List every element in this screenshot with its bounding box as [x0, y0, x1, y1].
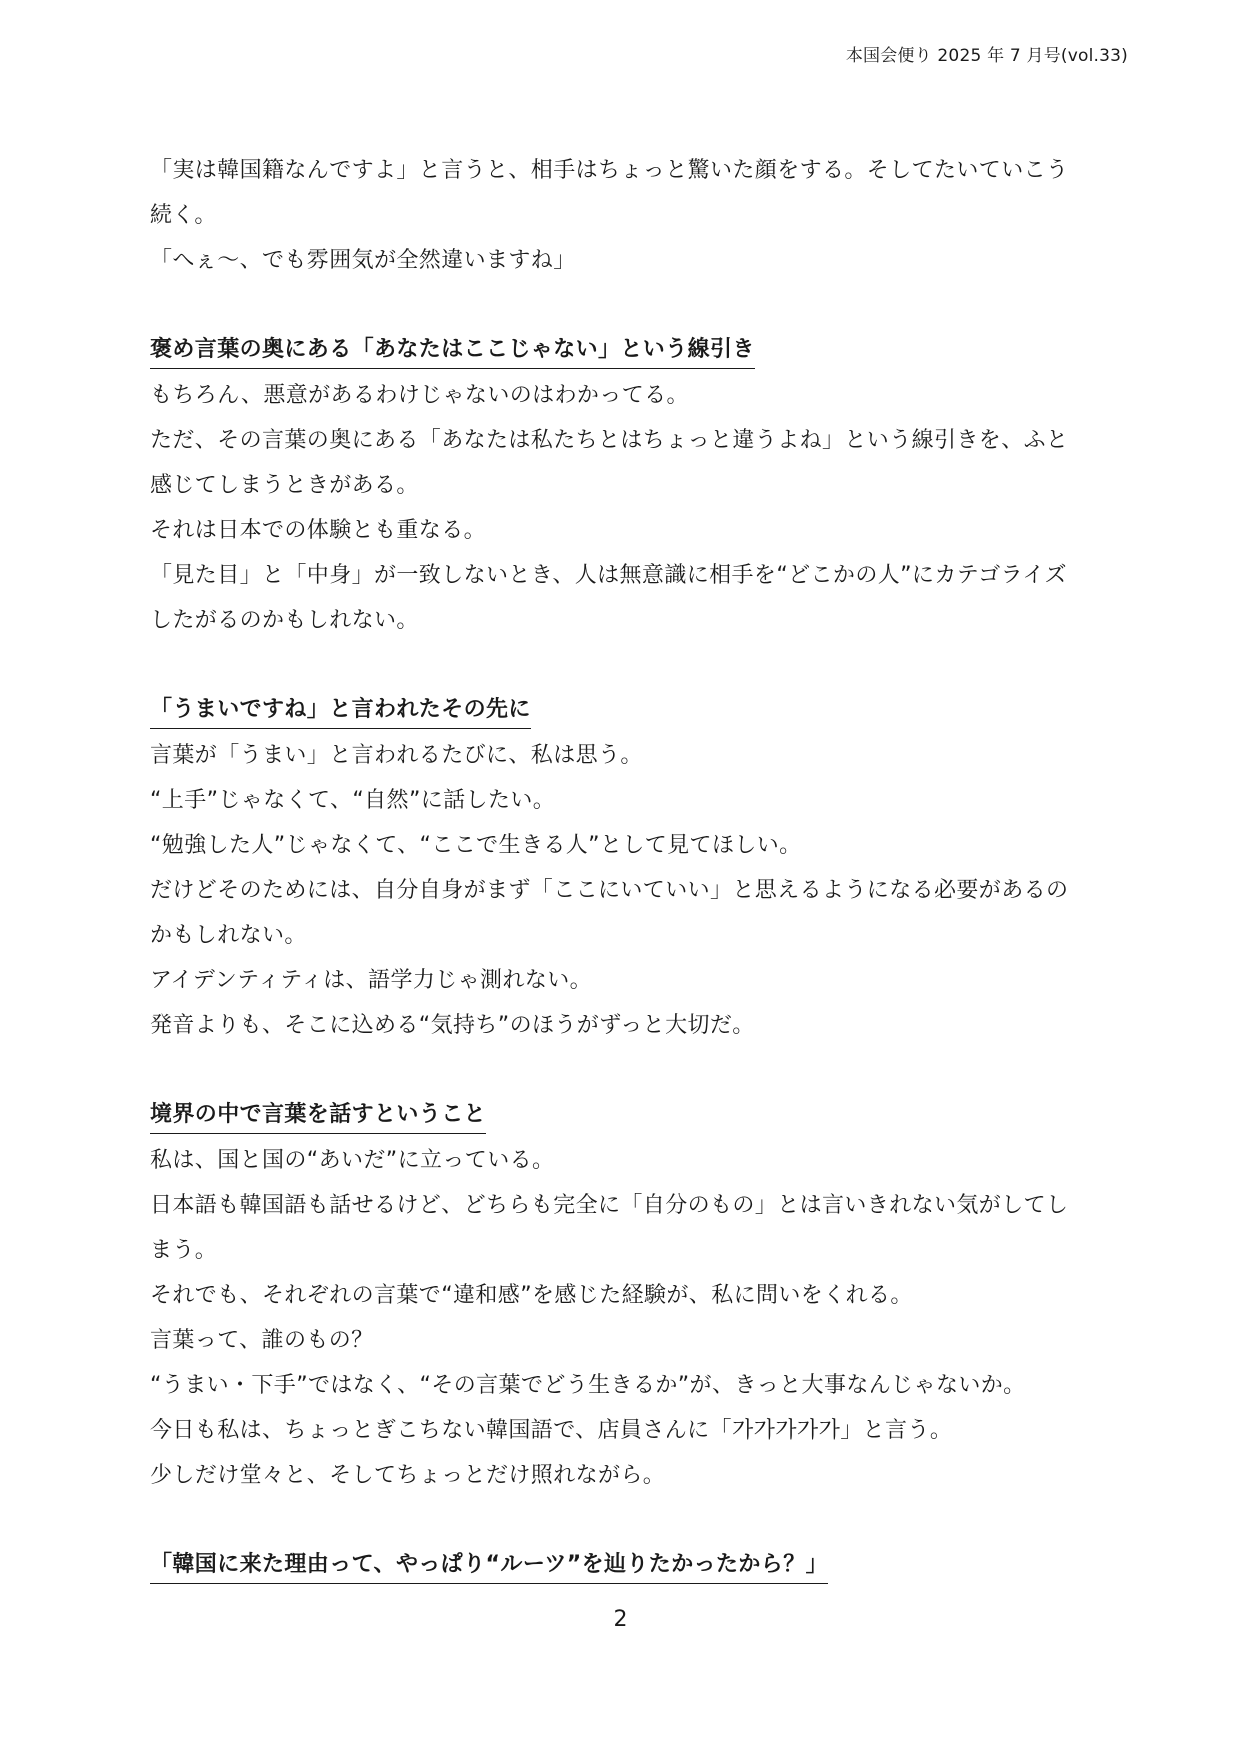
spacer — [150, 1048, 1090, 1093]
text-line: かもしれない。 — [150, 923, 307, 948]
final-section-heading: 「韓国に来た理由って、やっぱり“ルーツ”を辿りたかったから？」 — [150, 1550, 828, 1584]
section-heading: 境界の中で言葉を話すということ — [150, 1100, 486, 1134]
text-line: 「実は韓国籍なんですよ」と言うと、相手はちょっと驚いた顔をする。そしてたいていこう — [150, 158, 1069, 183]
text-line: だけどそのためには、自分自身がまず「ここにいていい」と思えるようになる必要があるの — [150, 878, 1069, 903]
section-1 — [150, 328, 1090, 643]
text-line: 発音よりも、そこに込める“気持ち”のほうがずっと大切だ。 — [150, 1013, 755, 1038]
text-line: ただ、その言葉の奥にある「あなたは私たちとはちょっと違うよね」という線引きを、ふと — [150, 428, 1069, 453]
text-line: 私は、国と国の“あいだ”に立っている。 — [150, 1148, 555, 1173]
text-line: したがるのかもしれない。 — [150, 608, 419, 633]
spacer — [150, 643, 1090, 688]
section-2 — [150, 688, 1090, 1048]
text-line: 言葉って、誰のもの？ — [150, 1328, 374, 1353]
text-line: 続く。 — [150, 203, 217, 228]
text-line: “上手”じゃなくて、“自然”に話したい。 — [150, 788, 556, 813]
text-line: 今日も私は、ちょっとぎこちない韓国語で、店員さんに「가가가가가」と言う。 — [150, 1418, 953, 1443]
page-number: 2 — [613, 1607, 628, 1632]
text-line: アイデンティティは、語学力じゃ測れない。 — [150, 968, 593, 993]
section-heading: 「うまいですね」と言われたその先に — [150, 695, 531, 729]
text-line: 少しだけ堂々と、そしてちょっとだけ照れながら。 — [150, 1463, 666, 1488]
text-line: まう。 — [150, 1238, 218, 1263]
spacer — [150, 1498, 1090, 1543]
text-line: “勉強した人”じゃなくて、“ここで生きる人”として見てほしい。 — [150, 833, 802, 858]
document-body — [150, 148, 1090, 1588]
section-heading: 褒め言葉の奥にある「あなたはここじゃない」という線引き — [150, 335, 755, 369]
text-line: それでも、それぞれの言葉で“違和感”を感じた経験が、私に問いをくれる。 — [150, 1283, 913, 1308]
text-line: “うまい・下手”ではなく、“その言葉でどう生きるか”が、きっと大事なんじゃないか。 — [150, 1373, 1026, 1398]
text-line: 「へぇ～、でも雰囲気が全然違いますね」 — [150, 248, 576, 273]
text-line: 「見た目」と「中身」が一致しないとき、人は無意識に相手を“どこかの人”にカテゴライズ — [150, 563, 1067, 588]
spacer — [150, 283, 1090, 328]
text-line: 感じてしまうときがある。 — [150, 473, 419, 498]
text-line: 言葉が「うまい」と言われるたびに、私は思う。 — [150, 743, 643, 768]
page-header: 本国会便り 2025 年 7 月号(vol.33) — [845, 46, 1128, 66]
section-3 — [150, 1093, 1090, 1498]
text-line: 日本語も韓国語も話せるけど、どちらも完全に「自分のもの」とは言いきれない気がしてし — [150, 1193, 1069, 1218]
intro-paragraph — [150, 148, 1090, 283]
text-line: もちろん、悪意があるわけじゃないのはわかってる。 — [150, 383, 689, 408]
text-line: それは日本での体験とも重なる。 — [150, 518, 487, 543]
